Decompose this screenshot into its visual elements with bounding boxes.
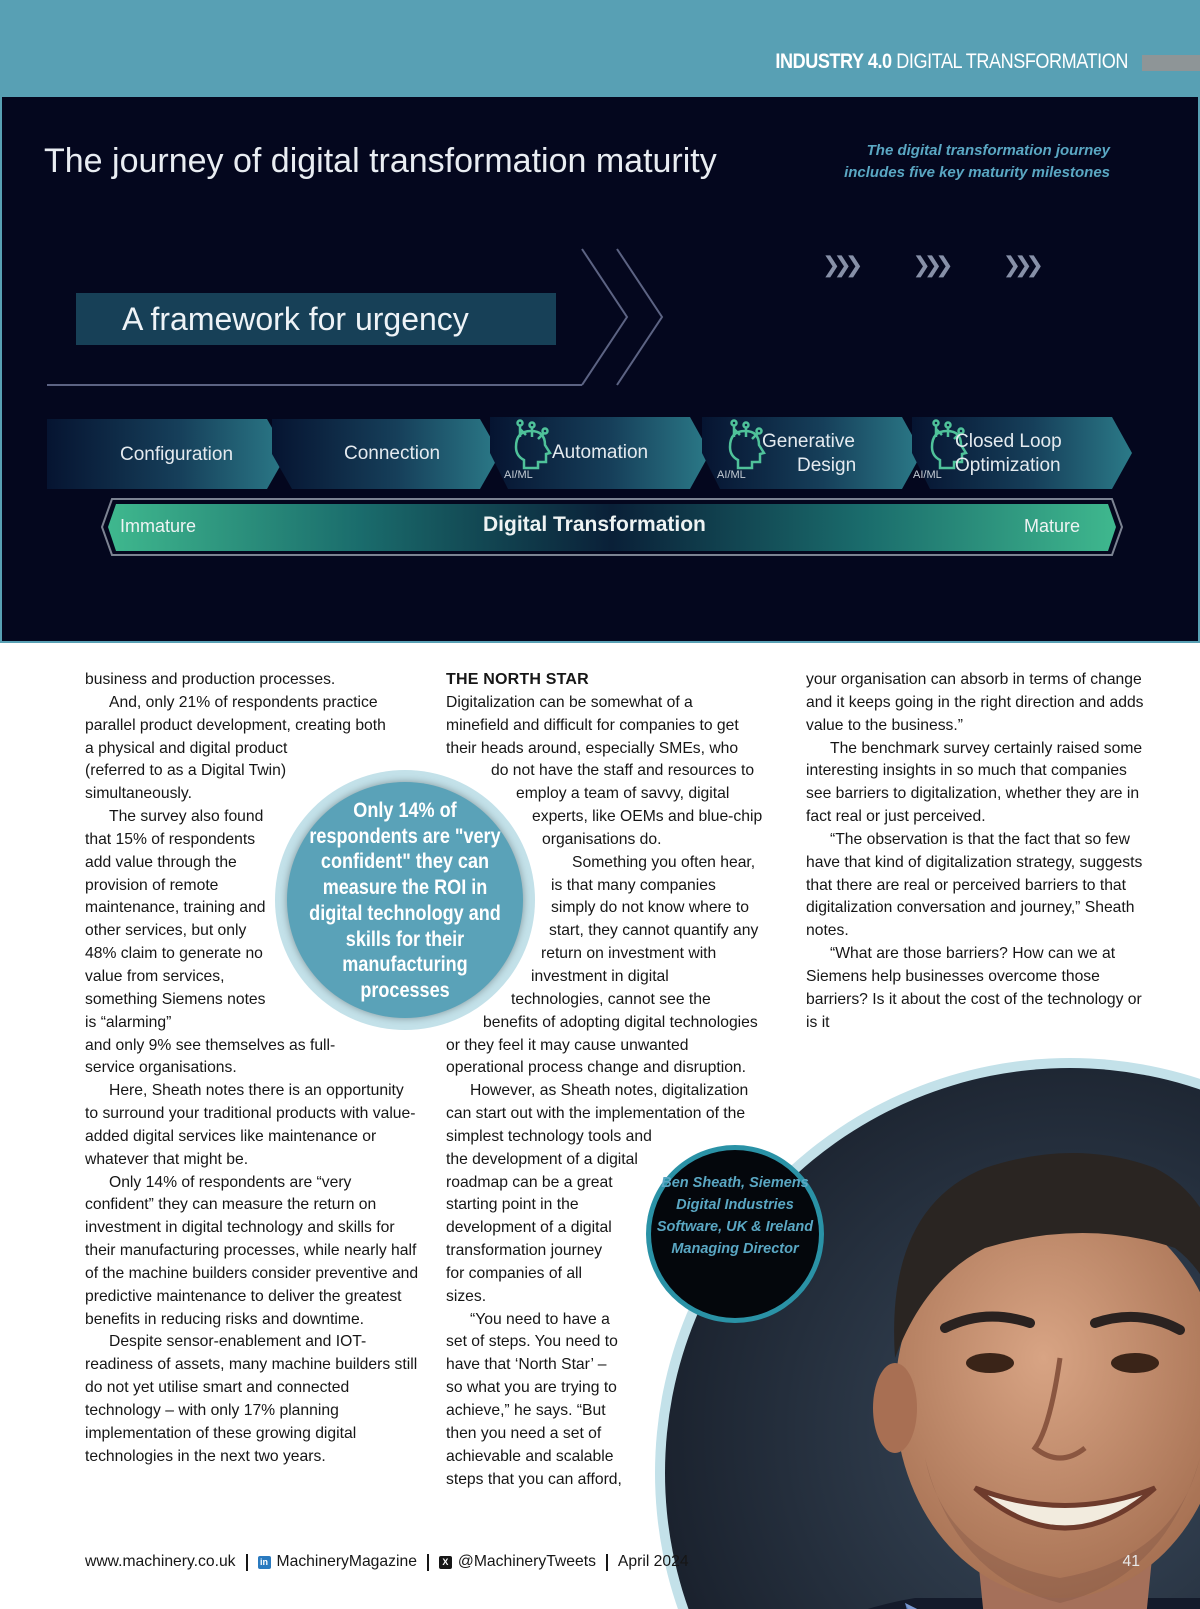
stage-connection-label: Connection [344,443,441,464]
infographic-title: The journey of digital transformation maturity [44,142,717,180]
stage-generative-badge: AI/ML [717,469,746,481]
portrait-illustration [655,1058,1200,1609]
paragraph: and only 9% see themselves as full-service organisations. [85,1036,336,1077]
paragraph: your organisation can absorb in terms of change and it keeps going in the right direction and adds value to the business.” [806,671,1144,734]
footer [85,1553,689,1571]
paragraph: is it [806,1013,830,1031]
stage-closed-loop-badge: AI/ML [913,469,942,481]
paragraph: “The observation is that the fact that so few have that kind of digitalization strategy, suggests that there are real or perceived barriers to that digitalization conversation and journey,” Sheath notes. [806,830,1143,940]
infographic-caption: The digital transformation journey includes five key maturity milestones [844,142,1110,181]
bar-label-mature: Mature [1024,516,1081,536]
paragraph: that 15% of respondents add value through the provision of remote maintenance, training and other services, but only 48% claim to generate no value from services, something Siemens notes is “alarming” [85,830,266,1031]
footer-divider [606,1554,608,1571]
paragraph: Here, Sheath notes there is an opportunity to surround your traditional products with value-added digital services like maintenance or whatever that might be. [85,1082,416,1168]
paragraph: Digitalization can be somewhat of a minefield and difficult for companies to get their heads around, especially SMEs, who do not have the staff and resources to employ a team of savvy, digital experts, like OEMs and blue-chip organisations do. [446,693,763,848]
framework-chevron-inner [617,249,662,385]
pull-quote-text: Only 14% of respondents are "very confident" they can measure the ROI in digital technology and skills for their manufacturing processes [309,799,501,1002]
stage-generative-label-2: Design [797,455,857,476]
footer-website[interactable]: www.machinery.co.uk [85,1553,236,1570]
stage-closed-loop-label-2: Optimization [955,455,1061,476]
milestone-chevrons-icon: ❯❯❯ ❯❯❯ ❯❯❯ [822,253,1037,278]
paragraph: The benchmark survey certainly raised some interesting insights in so much that companies see barriers to digitalization, whether they are in fact real or just perceived. [806,739,1143,826]
footer-divider [427,1554,429,1571]
footer-linkedin[interactable]: MachineryMagazine [276,1553,417,1570]
paragraph: Something you often hear, is that many companies simply do not know where to start, they cannot quantify any return on investment with investment in digital technologies, cannot see the benefits of adopting digital technologies or they feel it may cause unwanted operational process change and disruption. [446,853,759,1077]
footer-issue: April 2024 [617,1553,689,1570]
framework-chevron-outer [582,249,627,385]
footer-x-handle[interactable]: @MachineryTweets [457,1553,596,1570]
linkedin-icon: in [258,1556,271,1569]
stage-closed-loop-label-1: Closed Loop [955,431,1062,452]
stage-generative-label-1: Generative [762,431,855,452]
paragraph: business and production processes. [85,671,336,688]
article-column-3 [806,669,1146,1035]
paragraph: Only 14% of respondents are “very confident” they can measure the return on investment in digital technology and skills for their manufacturing processes, while nearly half of the machine builders consider preventive and predictive maintenance to deliver the greatest benefits in reducing risks and downtime. [85,1173,419,1328]
header-tab [1142,55,1200,71]
bar-label-center: Digital Transformation [483,513,706,536]
x-icon: X [439,1556,452,1569]
section-label: INDUSTRY 4.0 DIGITAL TRANSFORMATION [775,50,1128,73]
stage-automation-label: Automation [552,442,649,463]
infographic-frame [0,94,1200,643]
footer-divider [246,1554,248,1571]
photo-caption: Ben Sheath, Siemens Digital Industries Software, UK & Ireland Managing Director [656,1175,814,1257]
paragraph: a physical and digital product [85,739,288,757]
paragraph: And, only 21% of respondents practice parallel product development, creating both [85,693,386,734]
bar-label-immature: Immature [120,516,197,536]
stage-configuration-label: Configuration [120,444,234,465]
pull-quote-circle [287,782,523,1018]
paragraph: However, as Sheath notes, digitalization can start out with the implementation of the simplest technology tools and the development of a digital roadmap can be a great starting point in the development of a digital transformation journey for companies of all sizes. [446,1082,749,1305]
portrait-photo [655,1058,1200,1609]
pull-quote [275,770,535,1030]
framework-label: A framework for urgency [76,293,556,345]
infographic [2,97,1198,641]
page-number: 41 [1122,1553,1140,1570]
paragraph: “You need to have a set of steps. You need to have that ‘North Star’ – so what you are trying to achieve,” he says. “But then you need a set of achievable and scalable steps that you can afford, [446,1310,622,1488]
stage-automation-badge: AI/ML [504,469,533,481]
photo-caption-circle [651,1150,819,1318]
photo-caption-badge [646,1145,824,1323]
paragraph: Despite sensor-enablement and IOT-readiness of assets, many machine builders still do not yet utilise smart and connected technology – with only 17% planning implementation of these growing digital technologies in the next two years. [85,1333,418,1465]
section-heading: THE NORTH STAR [446,671,589,688]
paragraph: (referred to as a Digital Twin) simultaneously. [85,762,287,803]
header-band [0,0,1200,94]
paragraph: The survey also found [109,808,264,826]
paragraph: “What are those barriers? How can we at Siemens help businesses overcome those barriers? Is it about the cost of the technology or [806,945,1142,1008]
